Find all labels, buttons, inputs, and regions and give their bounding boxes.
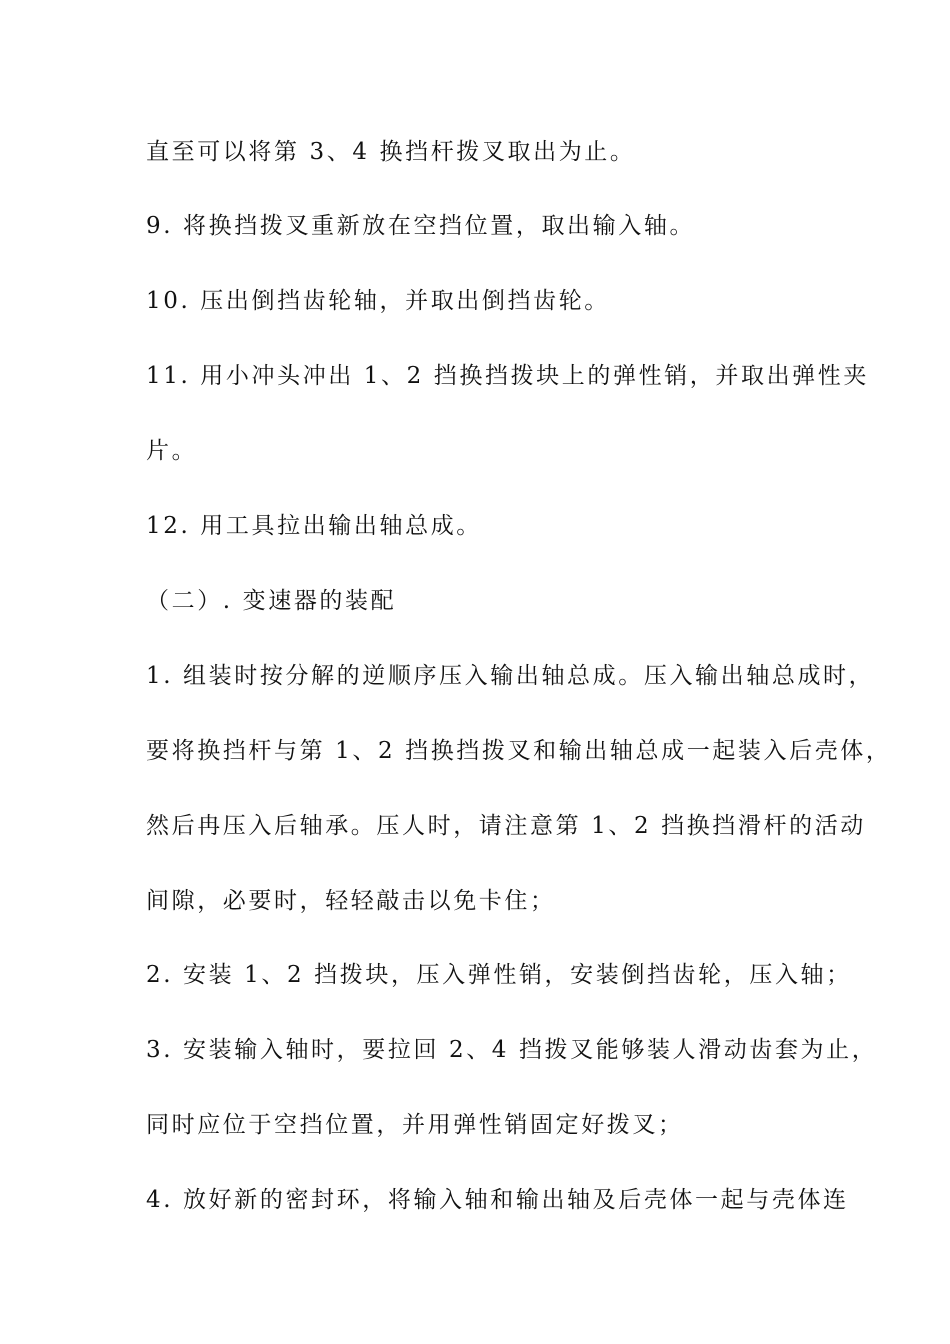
- text-line-10: 然后冉压入后轴承。压人时，请注意第 1、2 挡换挡滑杆的活动: [146, 813, 866, 839]
- text-line-5: 片。: [146, 438, 198, 464]
- text-line-13: 3. 安装输入轴时，要拉回 2、4 挡拨叉能够装人滑动齿套为止，: [146, 1037, 878, 1063]
- text-line-6: 12. 用工具拉出输出轴总成。: [146, 513, 482, 539]
- text-line-12: 2. 安装 1、2 挡拨块，压入弹性销，安装倒挡齿轮，压入轴；: [146, 962, 852, 988]
- text-line-11: 间隙，必要时，轻轻敲击以免卡住；: [146, 888, 556, 914]
- text-line-3: 10. 压出倒挡齿轮轴，并取出倒挡齿轮。: [146, 288, 610, 314]
- text-line-8: 1. 组装时按分解的逆顺序压入输出轴总成。压入输出轴总成时，: [146, 663, 875, 689]
- text-line-15: 4. 放好新的密封环，将输入轴和输出轴及后壳体一起与壳体连: [146, 1187, 849, 1213]
- text-line-1: 直至可以将第 3、4 换挡杆拨叉取出为止。: [146, 139, 636, 165]
- text-line-14: 同时应位于空挡位置，并用弹性销固定好拨叉；: [146, 1112, 684, 1138]
- text-line-2: 9. 将换挡拨叉重新放在空挡位置，取出输入轴。: [146, 213, 696, 239]
- section-heading: （二）. 变速器的装配: [146, 588, 397, 614]
- text-line-9: 要将换挡杆与第 1、2 挡换挡拨叉和输出轴总成一起装入后壳体，: [146, 738, 892, 764]
- text-line-4: 11. 用小冲头冲出 1、2 挡换挡拨块上的弹性销，并取出弹性夹: [146, 363, 869, 389]
